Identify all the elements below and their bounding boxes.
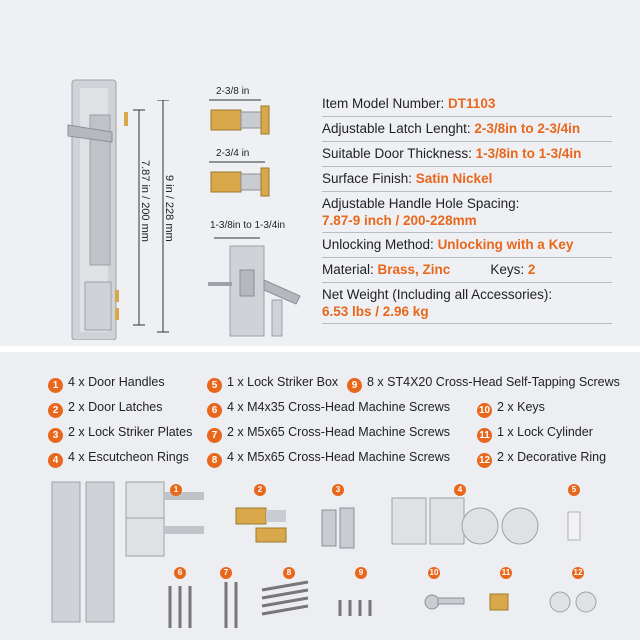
outer-dimension-label: 9 in / 228 mm bbox=[163, 175, 175, 242]
list-item: 4 4 x Escutcheon Rings bbox=[48, 450, 189, 468]
latch-b-illustration bbox=[205, 158, 275, 198]
list-item: 11 1 x Lock Cylinder bbox=[477, 425, 593, 443]
divider bbox=[322, 141, 612, 142]
list-item: 10 2 x Keys bbox=[478, 400, 545, 416]
divider bbox=[322, 232, 612, 233]
part-tag: 10 bbox=[429, 568, 439, 577]
list-item: 9 8 x ST4X20 Cross-Head Self-Tapping Screws bbox=[347, 375, 620, 393]
part-tag: 11 bbox=[501, 568, 511, 577]
spec-finish: Surface Finish: Satin Nickel bbox=[322, 171, 493, 186]
parts-illustration bbox=[40, 478, 630, 638]
list-item: 2 2 x Door Latches bbox=[48, 400, 163, 418]
latch-b-label: 2-3/4 in bbox=[216, 148, 250, 159]
divider bbox=[322, 257, 612, 258]
spec-door: Suitable Door Thickness: 1-3/8in to 1-3/4in bbox=[322, 146, 582, 161]
divider bbox=[322, 323, 612, 324]
latch-a-illustration bbox=[205, 96, 275, 136]
part-tag: 5 bbox=[568, 484, 580, 496]
list-item: 8 4 x M5x65 Cross-Head Machine Screws bbox=[207, 450, 450, 468]
list-item: 7 2 x M5x65 Cross-Head Machine Screws bbox=[207, 425, 450, 443]
spec-latch: Adjustable Latch Lenght: 2-3/8in to 2-3/4in bbox=[322, 121, 581, 136]
part-tag: 6 bbox=[174, 567, 186, 579]
spec-spacing: Adjustable Handle Hole Spacing: 7.87-9 inch / 200-228mm bbox=[322, 196, 520, 228]
latch-a-label: 2-3/8 in bbox=[216, 86, 250, 97]
part-tag: 2 bbox=[254, 484, 266, 496]
list-item: 1 4 x Door Handles bbox=[48, 375, 165, 393]
part-tag: 4 bbox=[454, 484, 466, 496]
divider bbox=[322, 116, 612, 117]
part-tag: 8 bbox=[283, 567, 295, 579]
list-item: 6 4 x M4x35 Cross-Head Machine Screws bbox=[207, 400, 450, 418]
part-tag: 1 bbox=[170, 484, 182, 496]
list-item: 5 1 x Lock Striker Box bbox=[207, 375, 338, 393]
spec-model: Item Model Number: DT1103 bbox=[322, 96, 496, 111]
spec-material: Material: Brass, Zinc Keys: 2 bbox=[322, 262, 536, 277]
part-tag: 3 bbox=[332, 484, 344, 496]
part-tag: 12 bbox=[573, 568, 583, 577]
door-section-illustration bbox=[200, 232, 310, 342]
door-range-label: 1-3/8in to 1-3/4in bbox=[210, 220, 286, 231]
part-tag: 7 bbox=[220, 567, 232, 579]
inner-dimension-label: 7.87 in / 200 mm bbox=[139, 160, 151, 242]
list-item: 3 2 x Lock Striker Plates bbox=[48, 425, 192, 443]
list-item: 12 2 x Decorative Ring bbox=[478, 450, 607, 466]
spec-unlock: Unlocking Method: Unlocking with a Key bbox=[322, 237, 574, 252]
divider bbox=[322, 166, 612, 167]
spec-weight: Net Weight (Including all Accessories): 6.53 lbs / 2.96 kg bbox=[322, 287, 553, 319]
divider bbox=[322, 191, 612, 192]
divider bbox=[322, 282, 612, 283]
part-tag: 9 bbox=[355, 567, 367, 579]
